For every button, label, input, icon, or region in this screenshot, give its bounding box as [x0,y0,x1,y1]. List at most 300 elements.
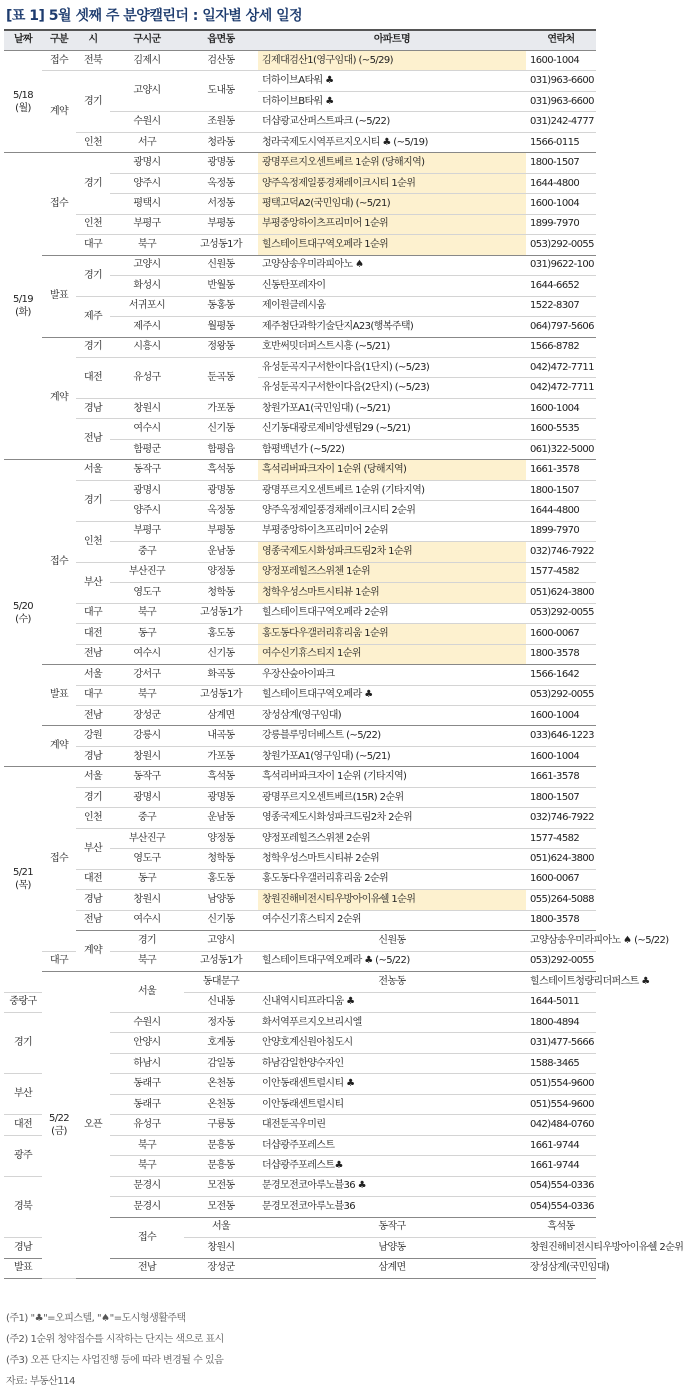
type-cell: 접수 [110,1217,184,1258]
type-cell: 계약 [76,931,110,972]
town-cell: 흑석동 [184,460,258,480]
contact-cell: 053)292-0055 [526,235,596,255]
apartment-cell: 힐스테이트청량리더퍼스트 ♣ [526,972,596,992]
apartment-cell: 흑석리버파크자이 1순위 (기타지역) [258,767,526,787]
type-cell: 계약 [42,337,76,460]
header-district: 구시군 [110,30,184,50]
district-cell: 부평구 [110,214,184,234]
province-cell: 인천 [76,808,110,828]
province-cell: 서울 [76,767,110,787]
town-cell: 광명동 [184,787,258,807]
province-cell: 전남 [76,910,110,930]
date-cell [4,153,42,460]
contact-cell: 1800-3578 [526,644,596,664]
province-cell: 대전 [76,624,110,644]
contact-cell: 1600-1004 [526,746,596,766]
table-row [4,562,596,582]
footnote-3: (주3) 오픈 단지는 사업진행 등에 따라 변경될 수 있음 [6,1355,224,1366]
town-cell: 온천동 [184,1094,258,1114]
contact-cell: 1566-1642 [526,665,596,685]
type-cell: 발표 [42,665,76,726]
table-row [4,869,596,889]
contact-cell: 055)264-5088 [526,890,596,910]
contact-cell: 064)797-5606 [526,317,596,337]
table-row [4,972,596,992]
province-cell: 대구 [76,603,110,623]
town-cell: 고성동1가 [184,951,258,971]
date-label: 5/18 [12,89,34,101]
town-cell: 신내동 [184,992,258,1012]
contact-cell: 1588-3465 [526,1053,596,1073]
table-row [4,214,596,234]
apartment-cell: 광명푸르지오센트베르 1순위 (기타지역) [258,480,526,500]
apartment-cell: 김제대검산1(영구임대) (~5/29) [258,50,526,70]
contact-cell: 1899-7970 [526,214,596,234]
table-row [4,644,596,664]
town-cell: 정자동 [184,1013,258,1033]
town-cell: 삼계면 [184,705,258,725]
town-cell: 신원동 [258,931,526,951]
district-cell: 부산진구 [110,562,184,582]
apartment-cell: 신동탄포레자이 [258,276,526,296]
apartment-cell: 함평백년가 (~5/22) [258,439,526,459]
town-cell: 홍도동 [184,869,258,889]
province-cell: 서울 [110,972,184,1013]
table-row [4,153,596,173]
header-contact: 연락처 [526,30,596,50]
contact-cell: 031)963-6600 [526,91,596,111]
province-cell: 경기 [4,1013,42,1074]
district-cell: 김제시 [110,50,184,70]
table-row [4,685,596,705]
district-cell: 동구 [110,624,184,644]
town-cell: 청학동 [184,583,258,603]
province-cell: 대전 [4,1115,42,1135]
district-cell: 영도구 [110,849,184,869]
province-cell: 대구 [76,235,110,255]
district-cell: 북구 [110,603,184,623]
header-type: 구분 [42,30,76,50]
district-cell: 광명시 [110,480,184,500]
district-cell: 강릉시 [110,726,184,746]
contact-cell: 1661-9744 [526,1156,596,1176]
district-cell: 동작구 [258,1217,526,1237]
town-cell: 검산동 [184,50,258,70]
town-cell: 조원동 [184,112,258,132]
district-cell: 중랑구 [4,992,42,1012]
contact-cell: 1661-3578 [526,460,596,480]
source-note: 자료: 부동산114 [6,1376,75,1387]
district-cell: 광명시 [110,787,184,807]
contact-cell: 1566-0115 [526,132,596,152]
town-cell: 운남동 [184,808,258,828]
table-row [4,665,596,685]
table-row [4,603,596,623]
contact-cell: 053)292-0055 [526,951,596,971]
contact-cell: 1644-4800 [526,501,596,521]
apartment-cell: 대전둔곡우미린 [258,1115,526,1135]
district-cell: 동래구 [110,1074,184,1094]
apartment-cell: 광명푸르지오센트베르 1순위 (당해지역) [258,153,526,173]
date-label: 5/19 [12,294,34,306]
apartment-cell: 청라국제도시역푸르지오시티 ♣ (~5/19) [258,132,526,152]
contact-cell: 061)322-5000 [526,439,596,459]
table-row [4,746,596,766]
contact-cell: 051)624-3800 [526,583,596,603]
district-cell: 시흥시 [110,337,184,357]
table-row [4,358,596,378]
district-cell: 수원시 [110,112,184,132]
contact-cell: 1600-1004 [526,705,596,725]
apartment-cell: 양주옥정제일풍경채레이크시티 1순위 [258,173,526,193]
district-cell: 고양시 [110,255,184,275]
footnote-2: (주2) 1순위 청약접수를 시작하는 단지는 색으로 표시 [6,1334,224,1345]
district-cell: 창원시 [110,890,184,910]
province-cell: 대전 [76,358,110,399]
apartment-cell: 청학우성스마트시티뷰 2순위 [258,849,526,869]
type-cell: 접수 [42,50,76,70]
type-cell: 접수 [42,460,76,665]
town-cell: 문흥동 [184,1156,258,1176]
contact-cell: 051)554-9600 [526,1094,596,1114]
table-row [4,480,596,500]
apartment-cell: 힐스테이트대구역오페라 1순위 [258,235,526,255]
province-cell: 서울 [184,1217,258,1237]
province-cell: 인천 [76,214,110,234]
apartment-cell: 안양호계신원아침도시 [258,1033,526,1053]
calendar-table-wrap [4,29,683,1279]
contact-cell: 1800-1507 [526,153,596,173]
table-row [4,71,596,91]
district-cell: 북구 [110,1135,184,1155]
date-label: 5/22 [48,1113,70,1125]
province-cell: 광주 [4,1135,42,1176]
calendar-body [4,50,683,1278]
province-cell: 경기 [76,337,110,357]
town-cell: 가포동 [184,746,258,766]
town-cell: 신기동 [184,419,258,439]
province-cell: 부산 [4,1074,42,1115]
weekday-label: (화) [15,307,31,319]
district-cell: 영도구 [110,583,184,603]
contact-cell: 054)554-0336 [526,1176,596,1196]
district-cell: 수원시 [110,1013,184,1033]
contact-cell: 032)746-7922 [526,542,596,562]
province-cell: 강원 [76,726,110,746]
province-cell: 전남 [76,644,110,664]
town-cell: 남양동 [184,890,258,910]
contact-cell: 031)242-4777 [526,112,596,132]
contact-cell: 1600-0067 [526,624,596,644]
province-cell: 대구 [42,951,76,971]
apartment-cell: 여수신기휴스티지 2순위 [258,910,526,930]
contact-cell: 1644-5011 [526,992,596,1012]
apartment-cell: 문경모전코아루노블36 ♣ [258,1176,526,1196]
district-cell: 창원시 [184,1238,258,1258]
date-cell [4,50,42,152]
apartment-cell: 장성삼계(국민임대) [526,1258,596,1278]
table-row [4,235,596,255]
apartment-cell: 영종국제도시화성파크드림2차 1순위 [258,542,526,562]
table-row [4,705,596,725]
town-cell: 광명동 [184,480,258,500]
province-cell: 서울 [76,460,110,480]
province-cell: 경북 [4,1176,42,1237]
apartment-cell: 홍도동다우갤러리휴리움 2순위 [258,869,526,889]
town-cell: 고성동1가 [184,603,258,623]
apartment-cell: 창원가포A1(영구임대) (~5/21) [258,746,526,766]
contact-cell: 1800-1507 [526,480,596,500]
town-cell: 신기동 [184,910,258,930]
district-cell: 광명시 [110,153,184,173]
town-cell: 월평동 [184,317,258,337]
table-row [4,398,596,418]
district-cell: 동작구 [110,767,184,787]
contact-cell: 1577-4582 [526,828,596,848]
type-cell: 발표 [4,1258,42,1278]
apartment-cell: 더하이브A타워 ♣ [258,71,526,91]
contact-cell: 033)646-1223 [526,726,596,746]
table-row [4,726,596,746]
apartment-cell: 제이원클레시움 [258,296,526,316]
town-cell: 고성동1가 [184,685,258,705]
table-row [4,828,596,848]
date-label: 5/21 [12,867,34,879]
town-cell: 운남동 [184,542,258,562]
town-cell: 남양동 [258,1238,526,1258]
district-cell: 동대문구 [184,972,258,992]
type-cell: 접수 [42,153,76,255]
contact-cell: 1600-0067 [526,869,596,889]
province-cell: 전남 [76,419,110,460]
district-cell: 유성구 [110,358,184,399]
table-row [4,931,596,951]
contact-cell: 042)472-7711 [526,358,596,378]
district-cell: 창원시 [110,746,184,766]
contact-cell: 1661-3578 [526,767,596,787]
town-cell: 도내동 [184,71,258,112]
district-cell: 화성시 [110,276,184,296]
contact-cell: 1600-1004 [526,194,596,214]
town-cell: 문흥동 [184,1135,258,1155]
contact-cell: 054)554-0336 [526,1197,596,1217]
town-cell: 부평동 [184,521,258,541]
apartment-cell: 고양삼송우미라피아노 ♠ [258,255,526,275]
contact-cell: 051)554-9600 [526,1074,596,1094]
table-row [4,255,596,275]
province-cell: 대전 [76,869,110,889]
town-cell: 둔곡동 [184,358,258,399]
province-cell: 경남 [4,1238,42,1258]
apartment-cell: 양정포레힐즈스위첸 1순위 [258,562,526,582]
province-cell: 경기 [76,71,110,132]
contact-cell: 051)624-3800 [526,849,596,869]
contact-cell: 1800-1507 [526,787,596,807]
district-cell: 부평구 [110,521,184,541]
town-cell: 삼계면 [258,1258,526,1278]
province-cell: 서울 [76,665,110,685]
town-cell: 서정동 [184,194,258,214]
province-cell: 부산 [76,562,110,603]
apartment-cell: 광명푸르지오센트베르(15R) 2순위 [258,787,526,807]
town-cell: 호계동 [184,1033,258,1053]
town-cell: 동홍동 [184,296,258,316]
province-cell: 경남 [76,890,110,910]
apartment-cell: 문경모전코아루노블36 [258,1197,526,1217]
district-cell: 북구 [110,1156,184,1176]
apartment-cell: 홍도동다우갤러리휴리움 1순위 [258,624,526,644]
contact-cell: 1600-1004 [526,50,596,70]
district-cell: 양주시 [110,173,184,193]
town-cell: 흑석동 [526,1217,596,1237]
contact-cell: 1600-1004 [526,398,596,418]
header-province: 시 [76,30,110,50]
apartment-cell: 더샵광주포레스트 [258,1135,526,1155]
contact-cell: 031)9622-100 [526,255,596,275]
town-cell: 함평읍 [184,439,258,459]
footnote-1: (주1) "♣"=오피스텔, "♠"=도시형생활주택 [6,1313,186,1324]
town-cell: 양정동 [184,562,258,582]
town-cell: 양정동 [184,828,258,848]
apartment-cell: 강릉블루밍더베스트 (~5/22) [258,726,526,746]
district-cell: 문경시 [110,1176,184,1196]
district-cell: 장성군 [110,705,184,725]
date-cell [4,767,42,992]
apartment-cell: 하남감일한양수자인 [258,1053,526,1073]
town-cell: 정왕동 [184,337,258,357]
province-cell: 제주 [76,296,110,337]
apartment-cell: 더샵광교산퍼스트파크 (~5/22) [258,112,526,132]
table-row [4,808,596,828]
district-cell: 중구 [110,808,184,828]
contact-cell: 1600-5535 [526,419,596,439]
town-cell: 광명동 [184,153,258,173]
district-cell: 서귀포시 [110,296,184,316]
province-cell: 경기 [76,787,110,807]
header-town: 읍면동 [184,30,258,50]
district-cell: 평택시 [110,194,184,214]
apartment-cell: 신기동대광로제비앙센텀29 (~5/21) [258,419,526,439]
town-cell: 모전동 [184,1176,258,1196]
contact-cell: 1522-8307 [526,296,596,316]
apartment-cell: 창원진해비전시티우방아이유쉘 2순위 [526,1238,596,1258]
apartment-cell: 화서역푸르지오브리시엘 [258,1013,526,1033]
weekday-label: (수) [15,614,31,626]
date-cell [42,972,76,1279]
province-cell: 경기 [76,255,110,296]
district-cell: 유성구 [110,1115,184,1135]
page-title: [표 1] 5월 셋째 주 분양캘린더 : 일자별 상세 일정 [6,8,303,24]
district-cell: 중구 [110,542,184,562]
apartment-cell: 신내역시티프라디움 ♣ [258,992,526,1012]
weekday-label: (목) [15,880,31,892]
apartment-cell: 영종국제도시화성파크드림2차 2순위 [258,808,526,828]
district-cell: 안양시 [110,1033,184,1053]
district-cell: 북구 [110,685,184,705]
apartment-cell: 양주옥정제일풍경채레이크시티 2순위 [258,501,526,521]
apartment-cell: 더하이브B타워 ♣ [258,91,526,111]
table-row [4,132,596,152]
town-cell: 홍도동 [184,624,258,644]
contact-cell: 031)477-5666 [526,1033,596,1053]
district-cell: 강서구 [110,665,184,685]
apartment-cell: 유성둔곡지구서한이다음(1단지) (~5/23) [258,358,526,378]
header-date: 날짜 [4,30,42,50]
district-cell: 북구 [110,951,184,971]
apartment-cell: 양정포레힐즈스위첸 2순위 [258,828,526,848]
apartment-cell: 더샵광주포레스트♣ [258,1156,526,1176]
province-cell: 전남 [110,1258,184,1278]
apartment-cell: 이안동래센트럴시티 ♣ [258,1074,526,1094]
town-cell: 감일동 [184,1053,258,1073]
header-apartment: 아파트명 [258,30,526,50]
contact-cell: 042)484-0760 [526,1115,596,1135]
district-cell: 창원시 [110,398,184,418]
table-row [4,460,596,480]
district-cell: 동구 [110,869,184,889]
province-cell: 전남 [76,705,110,725]
district-cell: 서구 [110,132,184,152]
contact-cell: 1800-3578 [526,910,596,930]
calendar-table [4,29,683,1279]
apartment-cell: 호반써밋더퍼스트시흥 (~5/21) [258,337,526,357]
apartment-cell: 우장산숲아이파크 [258,665,526,685]
apartment-cell: 여수신기휴스티지 1순위 [258,644,526,664]
contact-cell: 1644-6652 [526,276,596,296]
province-cell: 경남 [76,398,110,418]
district-cell: 고양시 [184,931,258,951]
district-cell: 동래구 [110,1094,184,1114]
table-row [4,787,596,807]
town-cell: 화곡동 [184,665,258,685]
town-cell: 신원동 [184,255,258,275]
province-cell: 경남 [76,746,110,766]
district-cell: 여수시 [110,910,184,930]
town-cell: 고성동1가 [184,235,258,255]
apartment-cell: 장성삼계(영구임대) [258,705,526,725]
town-cell: 내곡동 [184,726,258,746]
district-cell: 여수시 [110,419,184,439]
apartment-cell: 힐스테이트대구역오페라 2순위 [258,603,526,623]
apartment-cell: 이안동래센트럴시티 [258,1094,526,1114]
town-cell: 옥정동 [184,173,258,193]
date-cell [4,460,42,767]
province-cell: 인천 [76,132,110,152]
contact-cell: 031)963-6600 [526,71,596,91]
town-cell: 가포동 [184,398,258,418]
contact-cell: 1644-4800 [526,173,596,193]
district-cell: 고양시 [110,71,184,112]
apartment-cell: 부평중앙하이츠프리미어 1순위 [258,214,526,234]
town-cell: 부평동 [184,214,258,234]
apartment-cell: 힐스테이트대구역오페라 ♣ [258,685,526,705]
apartment-cell: 유성둔곡지구서한이다음(2단지) (~5/23) [258,378,526,398]
town-cell: 전농동 [258,972,526,992]
table-row [4,767,596,787]
apartment-cell: 제주첨단과학기술단지A23(행복주택) [258,317,526,337]
apartment-cell: 고양삼송우미라피아노 ♠ (~5/22) [526,931,596,951]
weekday-label: (금) [51,1126,67,1138]
town-cell: 온천동 [184,1074,258,1094]
apartment-cell: 평택고덕A2(국민임대) (~5/21) [258,194,526,214]
town-cell: 청라동 [184,132,258,152]
table-row [4,296,596,316]
date-label: 5/20 [12,601,34,613]
contact-cell: 053)292-0055 [526,603,596,623]
type-cell: 접수 [42,767,76,951]
province-cell: 경기 [76,153,110,214]
apartment-cell: 부평중앙하이츠프리미어 2순위 [258,521,526,541]
